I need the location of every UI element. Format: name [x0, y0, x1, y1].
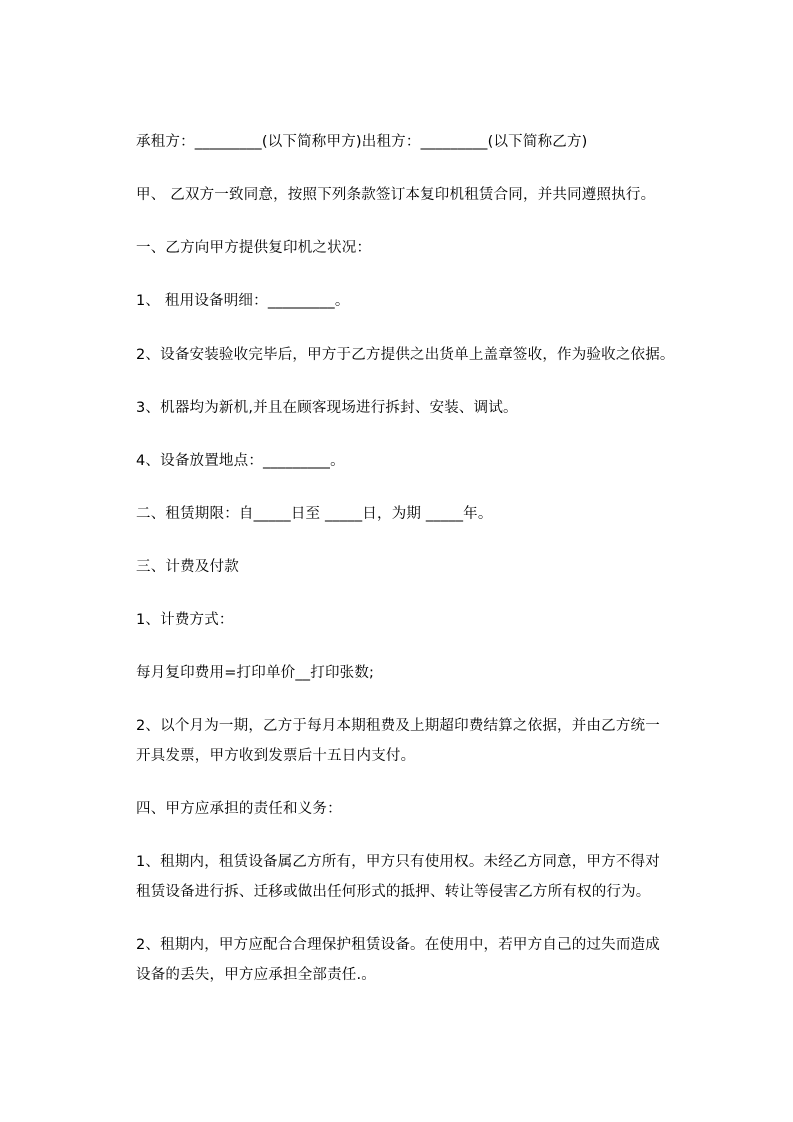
paragraph-item-4-2-line2: 设备的丢失，甲方应承担全部责任.。 [136, 967, 377, 983]
paragraph-item-1-1: 1、 租用设备明细：_________。 [136, 293, 350, 309]
paragraph-agreement: 甲、 乙双方一致同意，按照下列条款签订本复印机租赁合同，并共同遵照执行。 [136, 187, 656, 203]
section-heading-4: 四、甲方应承担的责任和义务： [136, 801, 342, 817]
paragraph-item-4-1-line2: 租赁设备进行拆、迁移或做出任何形式的抵押、转让等侵害乙方所有权的行为。 [136, 884, 651, 900]
paragraph-item-3-2-line1: 2、以个月为一期，乙方于每月本期租费及上期超印费结算之依据，并由乙方统一 [136, 718, 660, 734]
paragraph-parties: 承租方：_________(以下简称甲方)出租方：_________(以下简称乙方) [136, 134, 588, 150]
paragraph-item-4-1-line1: 1、租期内，租赁设备属乙方所有，甲方只有使用权。未经乙方同意，甲方不得对 [136, 854, 660, 870]
paragraph-item-3-2-line2: 开具发票，甲方收到发票后十五日内支付。 [136, 748, 416, 764]
paragraph-item-3-1: 1、计费方式： [136, 612, 234, 628]
section-heading-2: 二、租赁期限：自_____日至 _____日，为期 _____年。 [136, 506, 493, 522]
paragraph-item-4-2-line1: 2、租期内，甲方应配合合理保护租赁设备。在使用中，若甲方自己的过失而造成 [136, 937, 660, 953]
paragraph-formula: 每月复印费用=打印单价__打印张数; [136, 665, 375, 681]
paragraph-item-1-3: 3、机器均为新机,并且在顾客现场进行拆封、安装、调试。 [136, 400, 518, 416]
paragraph-item-1-4: 4、设备放置地点：_________。 [136, 453, 345, 469]
section-heading-1: 一、乙方向甲方提供复印机之状况： [136, 240, 372, 256]
paragraph-item-1-2: 2、设备安装验收完毕后，甲方于乙方提供之出货单上盖章签收，作为验收之依据。 [136, 347, 675, 363]
section-heading-3: 三、计费及付款 [136, 559, 239, 575]
